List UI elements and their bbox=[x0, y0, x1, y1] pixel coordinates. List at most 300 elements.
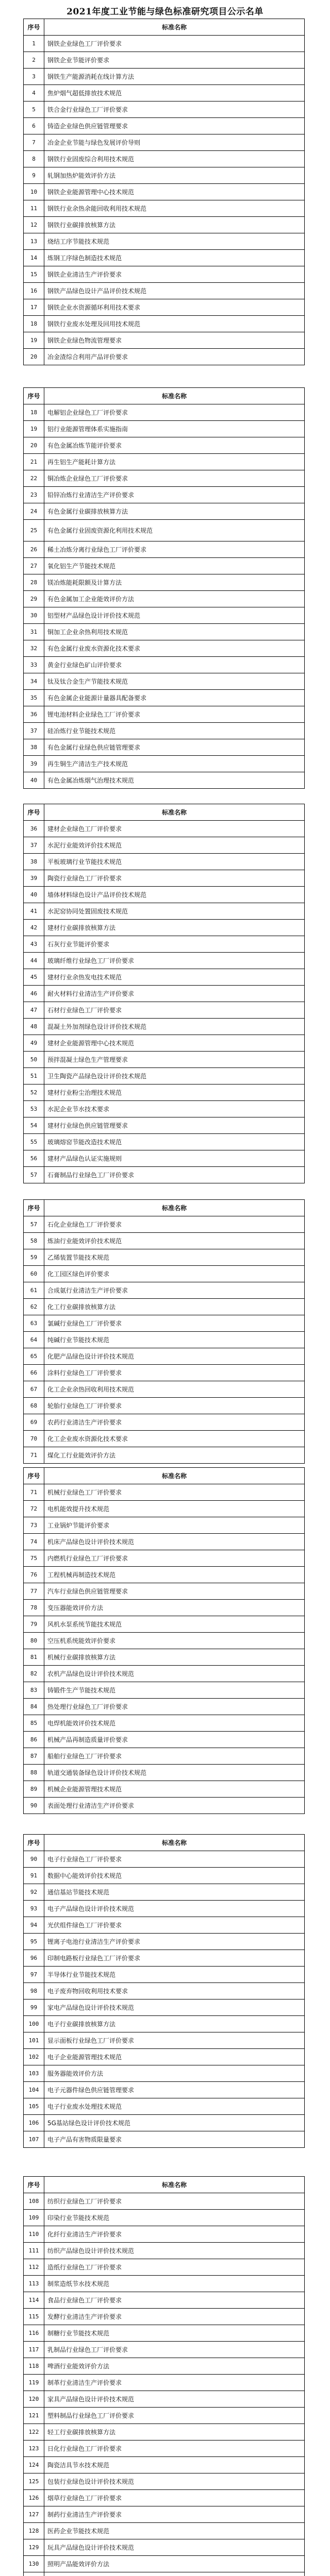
standard-name: 铜加工企业余热利用技术规范 bbox=[44, 624, 305, 640]
row-number: 89 bbox=[24, 1781, 44, 1798]
table-row bbox=[24, 2098, 305, 2115]
standard-name: 日化行业绿色工厂评价要求 bbox=[44, 2441, 305, 2457]
row-number: 90 bbox=[24, 1851, 44, 1868]
row-number: 37 bbox=[24, 837, 44, 854]
standard-name: 建材行业余热发电技术规范 bbox=[44, 969, 305, 986]
header-number: 序号 bbox=[24, 1468, 44, 1484]
header-standard-name: 标准名称 bbox=[44, 1835, 305, 1851]
standard-name: 氧化铝生产节能技术规范 bbox=[44, 558, 305, 574]
row-number: 119 bbox=[24, 2375, 44, 2391]
row-number: 25 bbox=[24, 520, 44, 541]
row-number: 32 bbox=[24, 640, 44, 657]
row-number: 95 bbox=[24, 1934, 44, 1950]
table-row bbox=[24, 953, 305, 969]
standard-name: 纺织产品绿色设计评价技术规范 bbox=[44, 2243, 305, 2259]
row-number: 52 bbox=[24, 1084, 44, 1101]
standard-name: 机床产品绿色设计评价技术规范 bbox=[44, 1534, 305, 1550]
table-row bbox=[24, 690, 305, 706]
table-row bbox=[24, 1999, 305, 2016]
standard-name: 冶金企业节能与绿色发展评价导则 bbox=[44, 134, 305, 151]
table-row bbox=[24, 1019, 305, 1035]
standard-name: 铜冶炼企业绿色工厂评价要求 bbox=[44, 470, 305, 487]
standard-name: 机械产品再制造质量评价要求 bbox=[44, 1732, 305, 1748]
row-number: 61 bbox=[24, 1282, 44, 1299]
table-row bbox=[24, 52, 305, 69]
standard-name: 卫生陶瓷产品绿色设计评价技术规范 bbox=[44, 1068, 305, 1084]
standard-name: 玻璃熔窑节能改造技术规范 bbox=[44, 1134, 305, 1150]
table-row bbox=[24, 1484, 305, 1501]
table-row bbox=[24, 854, 305, 870]
table-row bbox=[24, 2309, 305, 2325]
table-row bbox=[24, 1035, 305, 1052]
table-row bbox=[24, 1315, 305, 1332]
standard-name: 黄金行业绿色矿山评价要求 bbox=[44, 657, 305, 673]
row-number: 6 bbox=[24, 118, 44, 134]
row-number: 12 bbox=[24, 217, 44, 233]
table-row bbox=[24, 250, 305, 266]
standard-name: 纯碱行业节能技术规范 bbox=[44, 1332, 305, 1348]
row-number: 67 bbox=[24, 1381, 44, 1398]
table-row bbox=[24, 233, 305, 250]
row-number: 128 bbox=[24, 2523, 44, 2539]
standard-name: 化纤行业清洁生产评价要求 bbox=[44, 2226, 305, 2243]
row-number: 127 bbox=[24, 2506, 44, 2523]
standard-name: 塑料制品行业绿色工厂评价要求 bbox=[44, 2408, 305, 2424]
standards-table bbox=[23, 387, 305, 789]
row-number: 117 bbox=[24, 2342, 44, 2358]
standard-name: 制药行业清洁生产评价要求 bbox=[44, 2506, 305, 2523]
row-number: 101 bbox=[24, 2032, 44, 2049]
table-row bbox=[24, 624, 305, 640]
standard-name: 铁合金行业绿色工厂评价要求 bbox=[44, 101, 305, 118]
row-number: 126 bbox=[24, 2490, 44, 2506]
standard-name: 轧钢加热炉能效评价方法 bbox=[44, 167, 305, 184]
table-row bbox=[24, 1216, 305, 1233]
table-row bbox=[24, 2032, 305, 2049]
table-row bbox=[24, 1365, 305, 1381]
row-number: 72 bbox=[24, 1501, 44, 1517]
standard-name: 农药行业清洁生产评价要求 bbox=[44, 1414, 305, 1431]
row-number: 125 bbox=[24, 2473, 44, 2490]
standard-name: 石灰行业节能评价要求 bbox=[44, 936, 305, 953]
table-row bbox=[24, 200, 305, 217]
table-row bbox=[24, 2523, 305, 2539]
row-number bbox=[24, 2572, 44, 2576]
standard-name: 锂离子电池行业清洁生产评价要求 bbox=[44, 1934, 305, 1950]
standard-name: 电机能效提升技术规范 bbox=[44, 1501, 305, 1517]
table-row bbox=[24, 2325, 305, 2342]
standard-name: 轻工行业碳排放核算方法 bbox=[44, 2424, 305, 2441]
table-row bbox=[24, 299, 305, 316]
standard-name: 氯碱行业绿色工厂评价要求 bbox=[44, 1315, 305, 1332]
table-row bbox=[24, 936, 305, 953]
standard-name: 有色金属行业碳排放核算方法 bbox=[44, 503, 305, 520]
table-row bbox=[24, 1781, 305, 1798]
table-row bbox=[24, 2193, 305, 2210]
table-row bbox=[24, 2358, 305, 2375]
row-number: 114 bbox=[24, 2292, 44, 2309]
row-number: 93 bbox=[24, 1901, 44, 1917]
row-number: 38 bbox=[24, 854, 44, 870]
row-number: 108 bbox=[24, 2193, 44, 2210]
row-number: 97 bbox=[24, 1967, 44, 1983]
table-row bbox=[24, 739, 305, 756]
table-row bbox=[24, 706, 305, 723]
table-row bbox=[24, 903, 305, 920]
standard-name: 混凝土外加剂绿色设计评价技术规范 bbox=[44, 1019, 305, 1035]
row-number: 98 bbox=[24, 1983, 44, 1999]
table-row bbox=[24, 283, 305, 299]
row-number: 16 bbox=[24, 283, 44, 299]
standard-name: 风机水泵系统节能技术规范 bbox=[44, 1616, 305, 1633]
table-row bbox=[24, 1068, 305, 1084]
row-number: 124 bbox=[24, 2457, 44, 2473]
table-row bbox=[24, 1649, 305, 1666]
row-number: 47 bbox=[24, 1002, 44, 1019]
row-number: 40 bbox=[24, 772, 44, 789]
table-row bbox=[24, 2391, 305, 2408]
table-row bbox=[24, 421, 305, 437]
standard-name: 烟草行业绿色工厂评价要求 bbox=[44, 2490, 305, 2506]
table-row bbox=[24, 184, 305, 200]
standard-name bbox=[44, 2572, 305, 2576]
row-number: 66 bbox=[24, 1365, 44, 1381]
table-row bbox=[24, 2210, 305, 2226]
standard-name: 冶金渣综合利用产品评价要求 bbox=[44, 349, 305, 365]
standard-name: 有色金属行业绿色供应链管理要求 bbox=[44, 739, 305, 756]
row-number: 87 bbox=[24, 1748, 44, 1765]
table-row bbox=[24, 1550, 305, 1567]
row-number: 71 bbox=[24, 1484, 44, 1501]
row-number: 43 bbox=[24, 936, 44, 953]
table-row bbox=[24, 118, 305, 134]
standard-name: 热处理行业绿色工厂评价要求 bbox=[44, 1699, 305, 1715]
standard-name: 家电产品绿色设计评价技术规范 bbox=[44, 1999, 305, 2016]
row-number: 68 bbox=[24, 1398, 44, 1414]
table-row bbox=[24, 1332, 305, 1348]
header-standard-name: 标准名称 bbox=[44, 804, 305, 821]
standard-name: 建材企业绿色工厂评价要求 bbox=[44, 821, 305, 837]
standard-name: 钢铁产品绿色设计产品评价技术规范 bbox=[44, 283, 305, 299]
row-number: 60 bbox=[24, 1266, 44, 1282]
row-number: 53 bbox=[24, 1101, 44, 1117]
row-number: 100 bbox=[24, 2016, 44, 2032]
row-number: 99 bbox=[24, 1999, 44, 2016]
table-row bbox=[24, 772, 305, 789]
table-row bbox=[24, 1934, 305, 1950]
standard-name: 锂电池材料企业绿色工厂评价要求 bbox=[44, 706, 305, 723]
table-row bbox=[24, 1967, 305, 1983]
table-row bbox=[24, 1600, 305, 1616]
table-row bbox=[24, 591, 305, 607]
table-row bbox=[24, 1117, 305, 1134]
table-row bbox=[24, 870, 305, 887]
standard-name: 钢铁行业固废综合利用技术规范 bbox=[44, 151, 305, 167]
standard-name: 通信基站节能技术规范 bbox=[44, 1884, 305, 1901]
row-number: 113 bbox=[24, 2276, 44, 2292]
table-header-row bbox=[24, 1468, 305, 1484]
row-number: 20 bbox=[24, 437, 44, 454]
table-row bbox=[24, 574, 305, 591]
row-number: 81 bbox=[24, 1649, 44, 1666]
table-row bbox=[24, 640, 305, 657]
table-row bbox=[24, 36, 305, 52]
table-row bbox=[24, 1150, 305, 1167]
table-row bbox=[24, 470, 305, 487]
row-number: 13 bbox=[24, 233, 44, 250]
header-number: 序号 bbox=[24, 1200, 44, 1216]
table-row bbox=[24, 2342, 305, 2358]
table-row bbox=[24, 1583, 305, 1600]
table-header-row bbox=[24, 19, 305, 36]
row-number: 83 bbox=[24, 1682, 44, 1699]
standard-name: 石化企业绿色工厂评价要求 bbox=[44, 1216, 305, 1233]
table-row bbox=[24, 2243, 305, 2259]
table-row bbox=[24, 1567, 305, 1583]
table-header-row bbox=[24, 388, 305, 404]
row-number: 18 bbox=[24, 316, 44, 332]
row-number: 120 bbox=[24, 2391, 44, 2408]
standard-name: 水泥窑协同处置固废技术规范 bbox=[44, 903, 305, 920]
standard-name: 服务器能效评价方法 bbox=[44, 2065, 305, 2082]
header-number: 序号 bbox=[24, 2177, 44, 2193]
standard-name: 焦炉烟气超低排放技术规范 bbox=[44, 85, 305, 101]
standard-name: 水泥行业能效评价技术规范 bbox=[44, 837, 305, 854]
row-number: 103 bbox=[24, 2065, 44, 2082]
standard-name: 钢铁行业余热余能回收利用技术规范 bbox=[44, 200, 305, 217]
standard-name: 平板玻璃行业节能技术规范 bbox=[44, 854, 305, 870]
row-number: 118 bbox=[24, 2358, 44, 2375]
row-number: 51 bbox=[24, 1068, 44, 1084]
row-number: 22 bbox=[24, 470, 44, 487]
standard-name: 铅锌冶炼行业清洁生产评价要求 bbox=[44, 487, 305, 503]
row-number: 14 bbox=[24, 250, 44, 266]
standard-name: 陶瓷洁具节水技术规范 bbox=[44, 2457, 305, 2473]
table-row bbox=[24, 2556, 305, 2572]
table-row bbox=[24, 2408, 305, 2424]
table-row bbox=[24, 657, 305, 673]
table-row bbox=[24, 607, 305, 624]
standard-name: 石材行业绿色工厂评价要求 bbox=[44, 1002, 305, 1019]
standard-name: 照明产品能效评价方法 bbox=[44, 2556, 305, 2572]
page-title: 2021年度工业节能与绿色标准研究项目公示名单 bbox=[67, 7, 263, 17]
table-row bbox=[24, 1884, 305, 1901]
standard-name: 电子产品有害物质限量要求 bbox=[44, 2131, 305, 2148]
standard-name: 建材企业能源管理中心技术规范 bbox=[44, 1035, 305, 1052]
header-number: 序号 bbox=[24, 1835, 44, 1851]
table-row bbox=[24, 837, 305, 854]
row-number: 34 bbox=[24, 673, 44, 690]
standard-name: 半导体行业节能技术规范 bbox=[44, 1967, 305, 1983]
row-number: 5 bbox=[24, 101, 44, 118]
table-row bbox=[24, 1249, 305, 1266]
table-row bbox=[24, 1447, 305, 1464]
standard-name: 食品行业绿色工厂评价要求 bbox=[44, 2292, 305, 2309]
table-row bbox=[24, 217, 305, 233]
row-number: 102 bbox=[24, 2049, 44, 2065]
row-number: 21 bbox=[24, 454, 44, 470]
standard-name: 造纸行业绿色工厂评价要求 bbox=[44, 2259, 305, 2276]
table-row bbox=[24, 558, 305, 574]
standard-name: 钢铁行业废水处理及回用技术规范 bbox=[44, 316, 305, 332]
row-number: 88 bbox=[24, 1765, 44, 1781]
table-row bbox=[24, 1299, 305, 1315]
header-number: 序号 bbox=[24, 19, 44, 36]
row-number: 130 bbox=[24, 2556, 44, 2572]
standard-name: 变压器能效评价方法 bbox=[44, 1600, 305, 1616]
row-number: 33 bbox=[24, 657, 44, 673]
row-number: 82 bbox=[24, 1666, 44, 1682]
table-row bbox=[24, 1282, 305, 1299]
standards-table bbox=[23, 804, 305, 1183]
row-number: 19 bbox=[24, 421, 44, 437]
table-row bbox=[24, 2276, 305, 2292]
row-number: 20 bbox=[24, 349, 44, 365]
row-number: 36 bbox=[24, 821, 44, 837]
table-row bbox=[24, 2473, 305, 2490]
standard-name: 纺织行业绿色工厂评价要求 bbox=[44, 2193, 305, 2210]
table-row bbox=[24, 2131, 305, 2148]
row-number: 86 bbox=[24, 1732, 44, 1748]
standard-name: 有色金属行业固废资源化利用技术规范 bbox=[44, 520, 305, 541]
row-number: 84 bbox=[24, 1699, 44, 1715]
table-header-row bbox=[24, 1200, 305, 1216]
standard-name: 机械企业能源管理技术规范 bbox=[44, 1781, 305, 1798]
row-number: 75 bbox=[24, 1550, 44, 1567]
standard-name: 光伏组件绿色工厂评价要求 bbox=[44, 1917, 305, 1934]
row-number: 80 bbox=[24, 1633, 44, 1649]
standard-name: 钛及钛合金生产节能技术规范 bbox=[44, 673, 305, 690]
standard-name: 玩具产品绿色设计评价技术规范 bbox=[44, 2539, 305, 2556]
row-number: 121 bbox=[24, 2408, 44, 2424]
table-row bbox=[24, 1748, 305, 1765]
row-number: 94 bbox=[24, 1917, 44, 1934]
header-standard-name: 标准名称 bbox=[44, 19, 305, 36]
table-row bbox=[24, 1633, 305, 1649]
row-number: 49 bbox=[24, 1035, 44, 1052]
row-number: 8 bbox=[24, 151, 44, 167]
standards-table bbox=[23, 2176, 305, 2576]
row-number: 71 bbox=[24, 1447, 44, 1464]
standard-name: 化工企业余热回收利用技术规范 bbox=[44, 1381, 305, 1398]
standard-name: 显示面板行业绿色工厂评价要求 bbox=[44, 2032, 305, 2049]
row-number: 39 bbox=[24, 756, 44, 772]
table-row bbox=[24, 1666, 305, 1682]
row-number: 27 bbox=[24, 558, 44, 574]
standard-name: 有色金属加工企业能效评价方法 bbox=[44, 591, 305, 607]
standard-name: 电子元器件绿色供应链管理要求 bbox=[44, 2082, 305, 2098]
table-row bbox=[24, 541, 305, 558]
table-row bbox=[24, 332, 305, 349]
table-row bbox=[24, 1616, 305, 1633]
standard-name: 涂料行业绿色工厂评价要求 bbox=[44, 1365, 305, 1381]
row-number: 19 bbox=[24, 332, 44, 349]
standard-name: 制革行业清洁生产评价要求 bbox=[44, 2375, 305, 2391]
row-number: 44 bbox=[24, 953, 44, 969]
standard-name: 烧结工序节能技术规范 bbox=[44, 233, 305, 250]
row-number: 24 bbox=[24, 503, 44, 520]
row-number: 79 bbox=[24, 1616, 44, 1633]
row-number: 110 bbox=[24, 2226, 44, 2243]
row-number: 1 bbox=[24, 36, 44, 52]
row-number: 10 bbox=[24, 184, 44, 200]
standard-name: 啤酒行业能效评价方法 bbox=[44, 2358, 305, 2375]
row-number: 76 bbox=[24, 1567, 44, 1583]
table-row bbox=[24, 756, 305, 772]
row-number: 41 bbox=[24, 903, 44, 920]
row-number: 90 bbox=[24, 1798, 44, 1814]
standard-name: 电子行业废水处理技术规范 bbox=[44, 2098, 305, 2115]
row-number: 39 bbox=[24, 870, 44, 887]
row-number: 78 bbox=[24, 1600, 44, 1616]
standard-name: 钢铁企业水资源循环利用技术要求 bbox=[44, 299, 305, 316]
standard-name: 钢铁行业碳排放核算方法 bbox=[44, 217, 305, 233]
standard-name: 钢铁生产能源消耗在线计算方法 bbox=[44, 69, 305, 85]
standard-name: 轨道交通装备绿色设计评价技术规范 bbox=[44, 1765, 305, 1781]
table-row bbox=[24, 1414, 305, 1431]
row-number: 70 bbox=[24, 1431, 44, 1447]
standard-name: 铝型材产品绿色设计评价技术规范 bbox=[44, 607, 305, 624]
standard-name: 钢铁企业节能评价要求 bbox=[44, 52, 305, 69]
table-row bbox=[24, 1134, 305, 1150]
table-row bbox=[24, 1917, 305, 1934]
table-row bbox=[24, 1348, 305, 1365]
standard-name: 钢铁企业清洁生产评价要求 bbox=[44, 266, 305, 283]
table-row bbox=[24, 2424, 305, 2441]
header-standard-name: 标准名称 bbox=[44, 388, 305, 404]
table-row bbox=[24, 673, 305, 690]
standard-name: 乙烯装置节能技术规范 bbox=[44, 1249, 305, 1266]
table-row bbox=[24, 1084, 305, 1101]
row-number: 28 bbox=[24, 574, 44, 591]
standard-name: 煤化工行业能效评价方法 bbox=[44, 1447, 305, 1464]
standards-table bbox=[23, 1467, 305, 1814]
row-number: 17 bbox=[24, 299, 44, 316]
standard-name: 电子行业碳排放核算方法 bbox=[44, 2016, 305, 2032]
row-number: 112 bbox=[24, 2259, 44, 2276]
table-row bbox=[24, 1534, 305, 1550]
header-number: 序号 bbox=[24, 388, 44, 404]
row-number: 107 bbox=[24, 2131, 44, 2148]
table-row bbox=[24, 2539, 305, 2556]
table-row bbox=[24, 1732, 305, 1748]
row-number: 29 bbox=[24, 591, 44, 607]
table-row bbox=[24, 1950, 305, 1967]
standard-name: 墙体材料绿色设计产品评价技术规范 bbox=[44, 887, 305, 903]
table-row bbox=[24, 85, 305, 101]
standard-name: 建材行业粉尘治理技术规范 bbox=[44, 1084, 305, 1101]
standard-name: 电焊机能效评价技术规范 bbox=[44, 1715, 305, 1732]
table-row bbox=[24, 1167, 305, 1183]
row-number: 42 bbox=[24, 920, 44, 936]
standard-name: 工程机械再制造技术规范 bbox=[44, 1567, 305, 1583]
standard-name: 电子行业绿色工厂评价要求 bbox=[44, 1851, 305, 1868]
row-number: 45 bbox=[24, 969, 44, 986]
header-standard-name: 标准名称 bbox=[44, 1200, 305, 1216]
table-row bbox=[24, 1398, 305, 1414]
standards-table bbox=[23, 1199, 305, 1464]
row-number: 85 bbox=[24, 1715, 44, 1732]
table-row bbox=[24, 134, 305, 151]
table-row bbox=[24, 1266, 305, 1282]
standard-name: 耐火材料行业清洁生产评价要求 bbox=[44, 986, 305, 1002]
row-number: 3 bbox=[24, 69, 44, 85]
table-row bbox=[24, 487, 305, 503]
table-row bbox=[24, 2226, 305, 2243]
table-row bbox=[24, 1983, 305, 1999]
standard-name: 5G基站绿色设计评价技术规范 bbox=[44, 2115, 305, 2131]
standard-name: 机械行业绿色工厂评价要求 bbox=[44, 1484, 305, 1501]
